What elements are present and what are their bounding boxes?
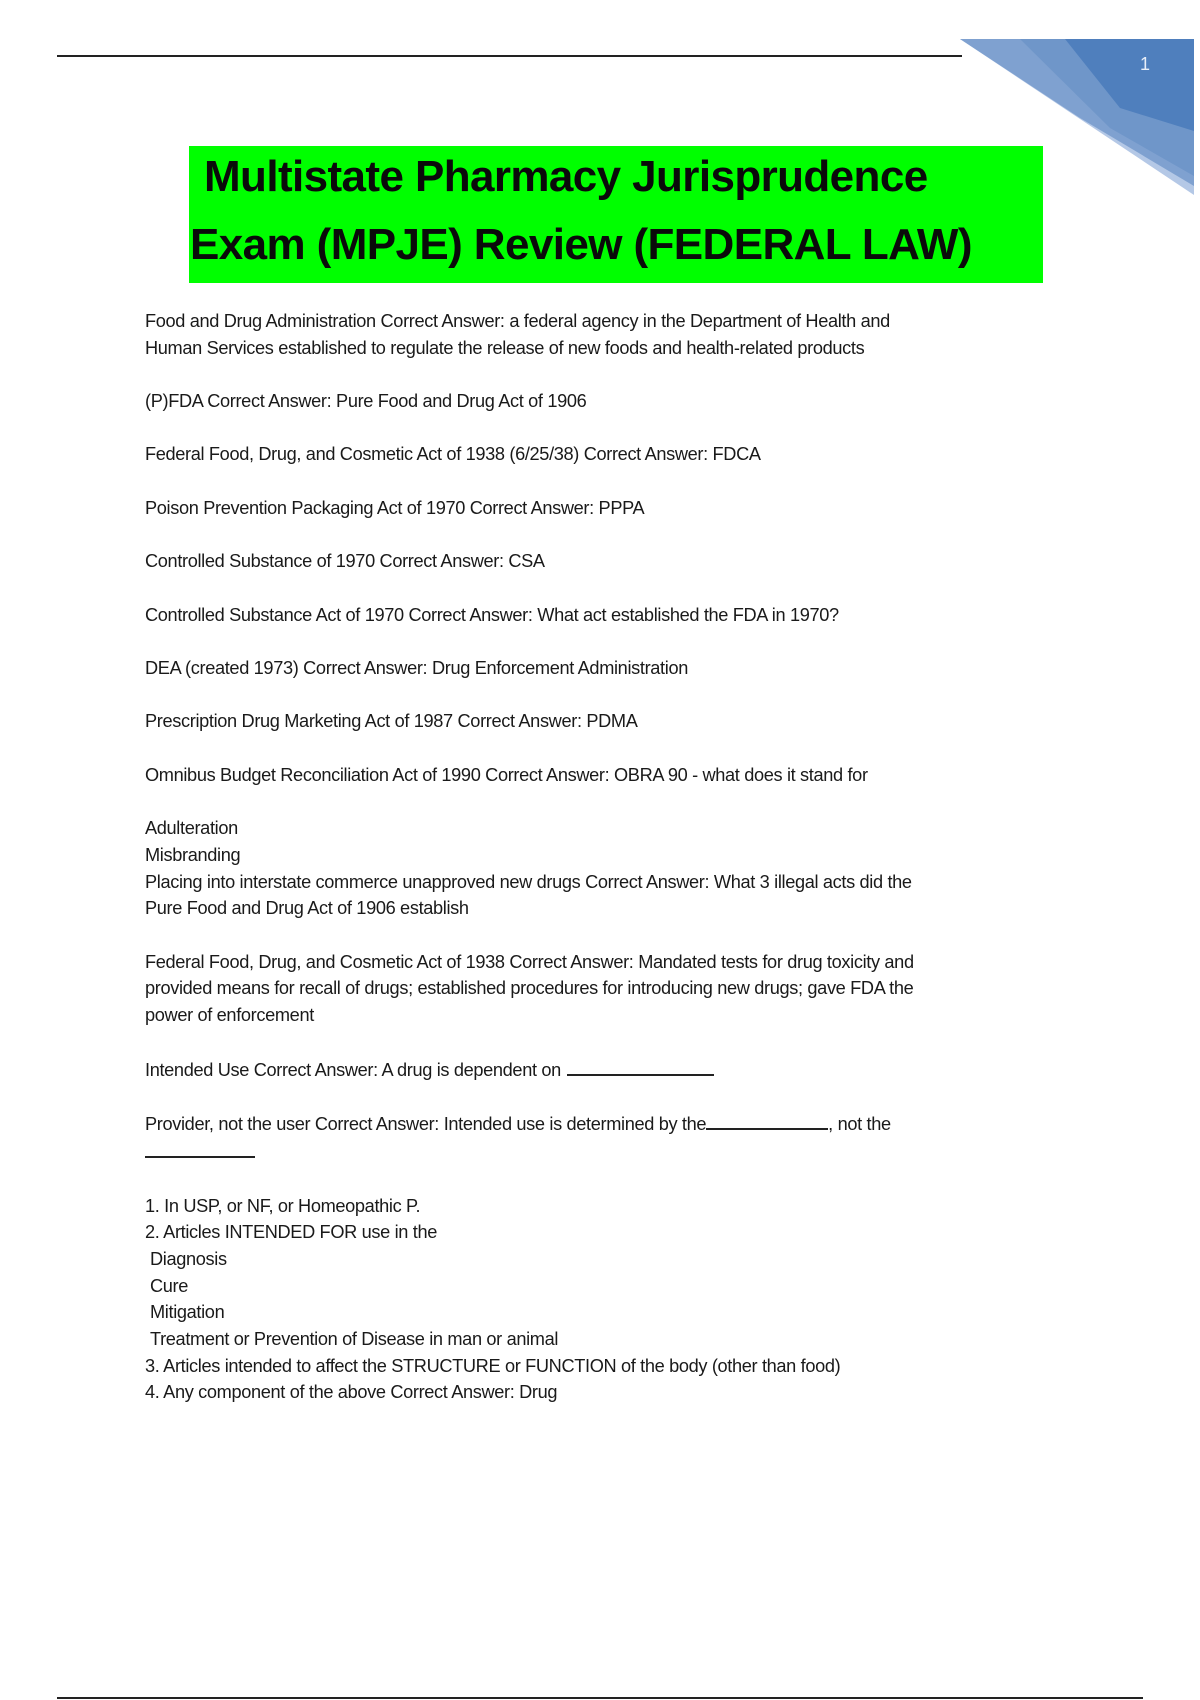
entry-fdca: [145, 441, 1045, 468]
entry-line: [145, 1056, 1045, 1084]
entry-drug-definition: [145, 1193, 1045, 1407]
entry-obra: [145, 762, 1045, 789]
document-body: [145, 308, 1045, 1433]
page-title-line-2: Exam (MPJE) Review (FEDERAL LAW): [190, 220, 972, 269]
entry-line: power of enforcement: [145, 1005, 314, 1026]
page-title-line-1: Multistate Pharmacy Jurisprudence: [204, 152, 928, 201]
list-subitem: Cure: [150, 1275, 189, 1296]
entry-line: Prescription Drug Marketing Act of 1987 Correct Answer: PDMA: [145, 711, 638, 732]
entry-line: Misbranding: [145, 844, 241, 865]
entry-line: Food and Drug Administration Correct Answer: a federal agency in the Department of Health and: [145, 311, 890, 331]
entry-line: (P)FDA Correct Answer: Pure Food and Drug Act of 1906: [145, 391, 587, 412]
entry-line: Controlled Substance of 1970 Correct Answer: CSA: [145, 551, 545, 572]
list-subitem: Diagnosis: [150, 1248, 227, 1269]
list-item: 3. Articles intended to affect the STRUCTURE or FUNCTION of the body (other than food): [145, 1355, 841, 1376]
fill-in-blank: [145, 1138, 255, 1158]
entry-illegal-acts: [145, 815, 1045, 922]
entry-line: [145, 1110, 1045, 1138]
list-item: 2. Articles INTENDED FOR use in the: [145, 1222, 437, 1243]
footer-rule: [57, 1697, 1143, 1699]
entry-fdca-1938: [145, 949, 1045, 1029]
entry-pdma: [145, 708, 1045, 735]
list-item: 1. In USP, or NF, or Homeopathic P.: [145, 1195, 421, 1216]
entry-provider: [145, 1110, 1045, 1166]
entry-line: [145, 1138, 1045, 1166]
entry-line: Poison Prevention Packaging Act of 1970 Correct Answer: PPPA: [145, 497, 645, 518]
entry-text-before: Provider, not the user Correct Answer: Intended use is determined by the: [145, 1114, 707, 1135]
fill-in-blank: [567, 1056, 714, 1076]
entry-line: Federal Food, Drug, and Cosmetic Act of 1938 (6/25/38) Correct Answer: FDCA: [145, 444, 761, 465]
entry-line: DEA (created 1973) Correct Answer: Drug Enforcement Administration: [145, 658, 688, 679]
entry-line: Placing into interstate commerce unapproved new drugs Correct Answer: What 3 illegal acts did the: [145, 871, 912, 892]
fill-in-blank: [706, 1110, 828, 1130]
entry-line: Controlled Substance Act of 1970 Correct Answer: What act established the FDA in 1970?: [145, 604, 839, 625]
list-subitem: Treatment or Prevention of Disease in man or animal: [150, 1329, 559, 1350]
entry-line: Pure Food and Drug Act of 1906 establish: [145, 898, 469, 919]
list-subitem: Mitigation: [150, 1302, 225, 1323]
entry-dea: [145, 655, 1045, 682]
header-rule: [57, 55, 962, 57]
entry-pppa: [145, 495, 1045, 522]
entry-line: provided means for recall of drugs; established procedures for introducing new drugs; gave FDA the: [145, 978, 914, 999]
entry-line: Omnibus Budget Reconciliation Act of 1990 Correct Answer: OBRA 90 - what does it stand for: [145, 764, 868, 785]
list-item: 4. Any component of the above Correct Answer: Drug: [145, 1382, 558, 1403]
entry-line: Human Services established to regulate the release of new foods and health-related products: [145, 337, 865, 358]
entry-csa: [145, 548, 1045, 575]
entry-intended-use: [145, 1056, 1045, 1084]
entry-csa-act: [145, 602, 1045, 629]
entry-text-after: , not the: [828, 1114, 891, 1135]
entry-line: Federal Food, Drug, and Cosmetic Act of 1938 Correct Answer: Mandated tests for drug toxicity and: [145, 951, 914, 972]
page-number: 1: [1140, 54, 1151, 74]
entry-pfda: [145, 388, 1045, 415]
entry-line: Adulteration: [145, 818, 238, 839]
entry-fda: [145, 308, 1045, 361]
entry-text: Intended Use Correct Answer: A drug is dependent on: [145, 1059, 561, 1080]
